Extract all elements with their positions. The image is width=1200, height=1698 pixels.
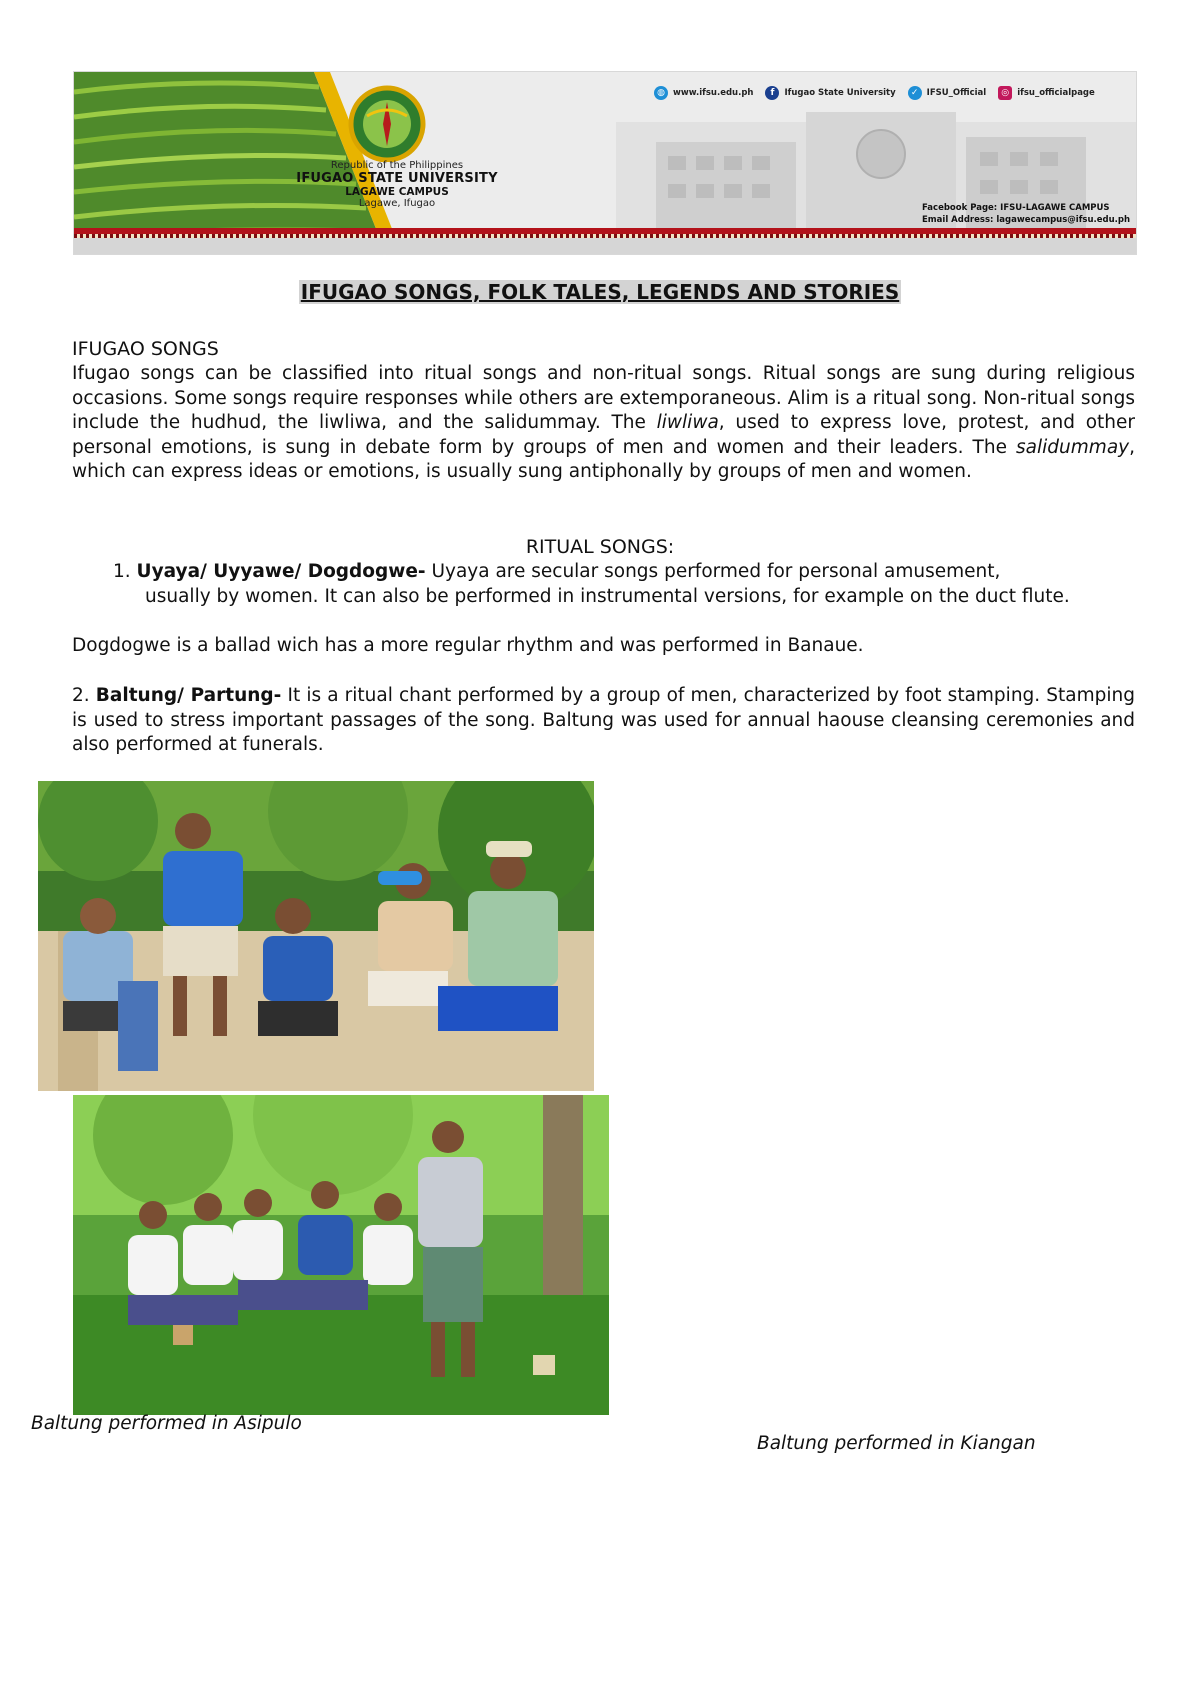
term-baltung: Baltung/ Partung-: [95, 685, 282, 706]
document-title-text: IFUGAO SONGS, FOLK TALES, LEGENDS AND STORIES: [300, 280, 900, 304]
social-twitter-label: IFSU_Official: [926, 88, 987, 98]
list-item-baltung: [72, 684, 1135, 758]
caption-kiangan: Baltung performed in Kiangan: [757, 1433, 1036, 1454]
social-website[interactable]: [654, 86, 753, 100]
dogdogwe-paragraph: Dogdogwe is a ballad wich has a more regular rhythm and was performed in Banaue.: [72, 635, 864, 656]
university-name: IFUGAO STATE UNIVERSITY: [296, 171, 498, 186]
ritual-songs-heading: RITUAL SONGS:: [525, 536, 675, 558]
caption-asipulo: Baltung performed in Asipulo: [31, 1413, 302, 1434]
list-item-uyaya: [113, 560, 1135, 609]
intro-text-1: Ifugao songs can be classified into ritual songs and non-ritual songs. Ritual songs are sung during religious occasions. Some songs require responses while others are extemporaneous. Alim is a ritual song. Non-ritual songs include the hudhud, the liwliwa, and the salidummay. The: [72, 363, 1135, 433]
term-salidummay: salidummay: [1016, 436, 1130, 458]
intro-paragraph: [72, 362, 1135, 485]
intro-text-3: , which can express ideas or emotions, is usually sung antiphonally by groups of men and women.: [72, 436, 1135, 482]
social-facebook[interactable]: [765, 86, 895, 100]
campus-name: LAGAWE CAMPUS: [345, 186, 449, 198]
uyaya-text-rest: usually by women. It can also be performed in instrumental versions, for example on the duct flute.: [145, 585, 1070, 607]
facebook-icon: f: [765, 86, 779, 100]
list-item-number: 1.: [113, 561, 131, 582]
banner-bottom-band: [74, 238, 1136, 254]
contact-block: [922, 202, 1130, 226]
social-instagram-label: ifsu_officialpage: [1017, 88, 1095, 98]
term-uyaya: Uyaya/ Uyyawe/ Dogdogwe-: [136, 561, 426, 582]
photo-baltung-group-seated: [38, 781, 594, 1091]
social-instagram[interactable]: [998, 86, 1095, 100]
social-twitter[interactable]: [908, 86, 987, 100]
university-seal-logo: [337, 84, 437, 162]
baltung-number: 2.: [72, 685, 90, 706]
term-liwliwa: liwliwa: [656, 412, 719, 433]
twitter-icon: ✓: [908, 86, 922, 100]
section-heading: IFUGAO SONGS: [72, 338, 219, 360]
campus-location: Lagawe, Ifugao: [358, 198, 436, 209]
document-title: [0, 280, 1200, 304]
intro-text-2: , used to express love, protest, and other personal emotions, is sung in debate form by groups of men and women and their leaders. The: [72, 412, 1135, 458]
social-website-label: www.ifsu.edu.ph: [673, 88, 754, 98]
photo-baltung-group-grass: [73, 1095, 609, 1415]
email-line: Email Address: lagawecampus@ifsu.edu.ph: [922, 215, 1130, 225]
social-facebook-label: Ifugao State University: [784, 88, 896, 98]
letterhead-banner: [73, 71, 1137, 255]
instagram-icon: ◎: [998, 86, 1012, 100]
republic-line: Republic of the Philippines: [330, 160, 464, 171]
globe-icon: ◍: [654, 86, 668, 100]
uyaya-text-first: Uyaya are secular songs performed for personal amusement,: [425, 561, 1001, 582]
facebook-page-line: Facebook Page: IFSU-LAGAWE CAMPUS: [922, 203, 1110, 213]
university-name-block: [272, 160, 522, 209]
baltung-text: It is a ritual chant performed by a group of men, characterized by foot stamping. Stamping is used to stress important passages of the song. Baltung was used for annual haouse cleansing ceremonies and also performed at funerals.: [72, 685, 1135, 755]
social-links: [654, 86, 1095, 100]
